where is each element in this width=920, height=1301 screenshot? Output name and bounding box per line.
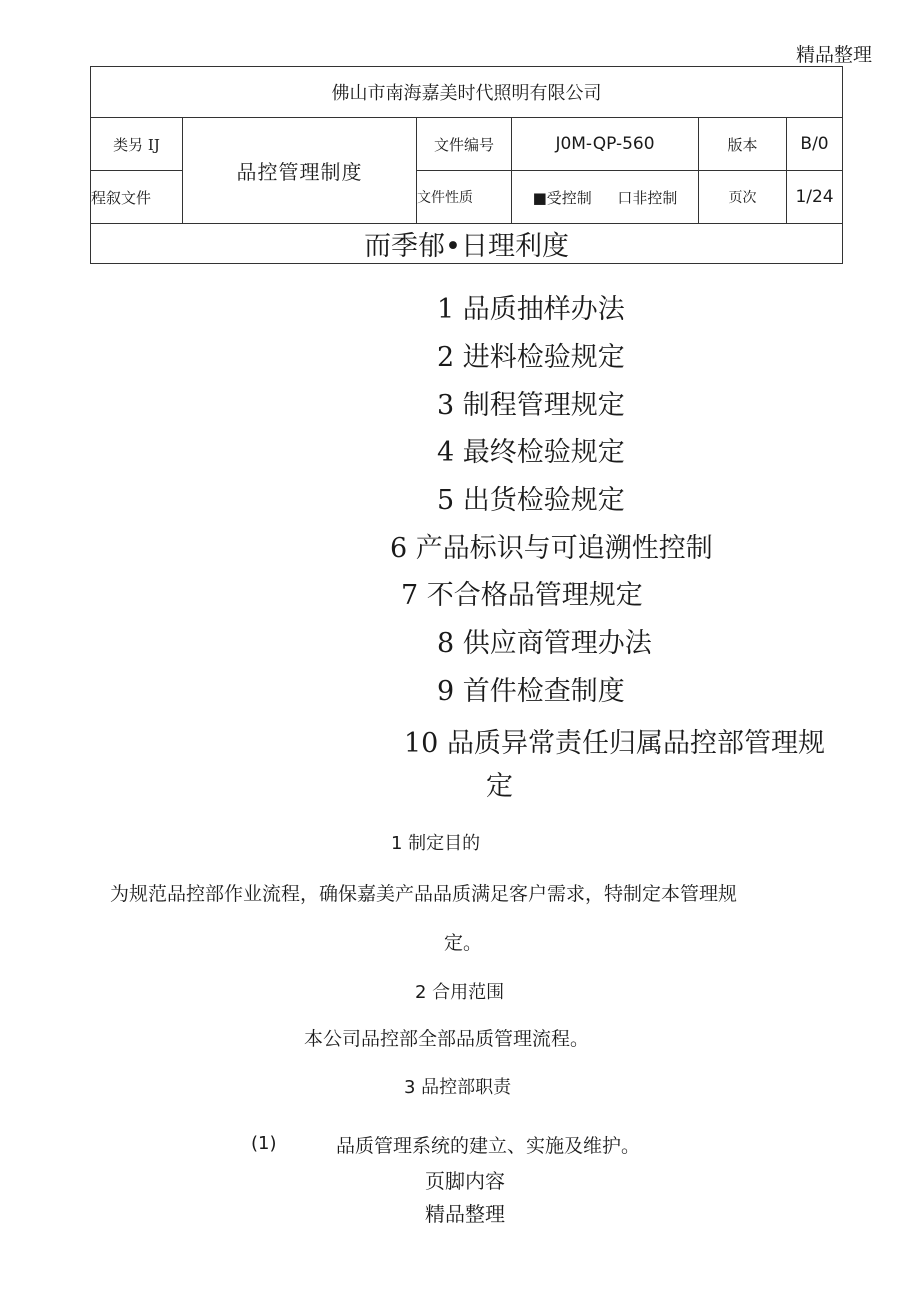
- section-3-heading: 3 品控部职责: [404, 1077, 512, 1098]
- section-3-item-1-number: (1): [251, 1133, 277, 1154]
- section-1-text-line2: 定。: [444, 932, 483, 954]
- section-2-heading: 2 合用范围: [415, 982, 505, 1003]
- section-1-heading: 1 制定目的: [391, 833, 481, 854]
- document-header-table: [90, 66, 843, 264]
- section-1-text-line1: 为规范品控部作业流程，确保嘉美产品品质满足客户需求，特制定本管理规: [110, 883, 738, 905]
- toc-item-2: 2 进料检验规定: [437, 342, 625, 373]
- toc-item-10-continued: 定: [486, 771, 513, 802]
- uncontrolled-option: 口非控制: [617, 188, 678, 207]
- toc-item-5: 5 出货检验规定: [437, 485, 625, 516]
- page-label: 页次: [699, 171, 787, 224]
- toc-item-4: 4 最终检验规定: [437, 437, 625, 468]
- toc-item-9: 9 首件检查制度: [437, 676, 625, 707]
- doc-number: J0M-QP-560: [512, 118, 699, 171]
- watermark-top: 精品整理: [795, 44, 872, 66]
- doc-number-label: 文件编号: [417, 118, 512, 171]
- section-2-text: 本公司品控部全部品质管理流程。: [304, 1028, 590, 1050]
- toc-item-6: 6 产品标识与可追溯性控制: [390, 533, 713, 564]
- document-title: 品控管理制度: [183, 118, 417, 224]
- doc-kind: 程叙文件: [91, 171, 183, 224]
- category-label: 类另 IJ: [91, 118, 183, 171]
- toc-item-8: 8 供应商管理办法: [437, 628, 652, 659]
- company-name: 佛山市南海嘉美时代照明有限公司: [91, 67, 843, 118]
- section-3-item-1-text: 品质管理系统的建立、实施及维护。: [336, 1135, 641, 1157]
- controlled-option: ■受控制: [532, 188, 592, 207]
- page-number: 1/24: [787, 171, 843, 224]
- toc-item-1: 1 品质抽样办法: [437, 294, 625, 325]
- control-status: [512, 171, 699, 224]
- toc-item-10: 10 品质异常责任归属品控部管理规: [404, 728, 825, 759]
- doc-nature-label: 文件性质: [417, 171, 512, 224]
- footer-content-label: 页脚内容: [425, 1169, 505, 1193]
- watermark-bottom: 精品整理: [425, 1202, 505, 1226]
- toc-item-3: 3 制程管理规定: [437, 390, 625, 421]
- version: B/0: [787, 118, 843, 171]
- version-label: 版本: [699, 118, 787, 171]
- toc-item-7: 7 不合格品管理规定: [401, 580, 643, 611]
- banner-title: 而季郁•日理利度: [91, 224, 843, 264]
